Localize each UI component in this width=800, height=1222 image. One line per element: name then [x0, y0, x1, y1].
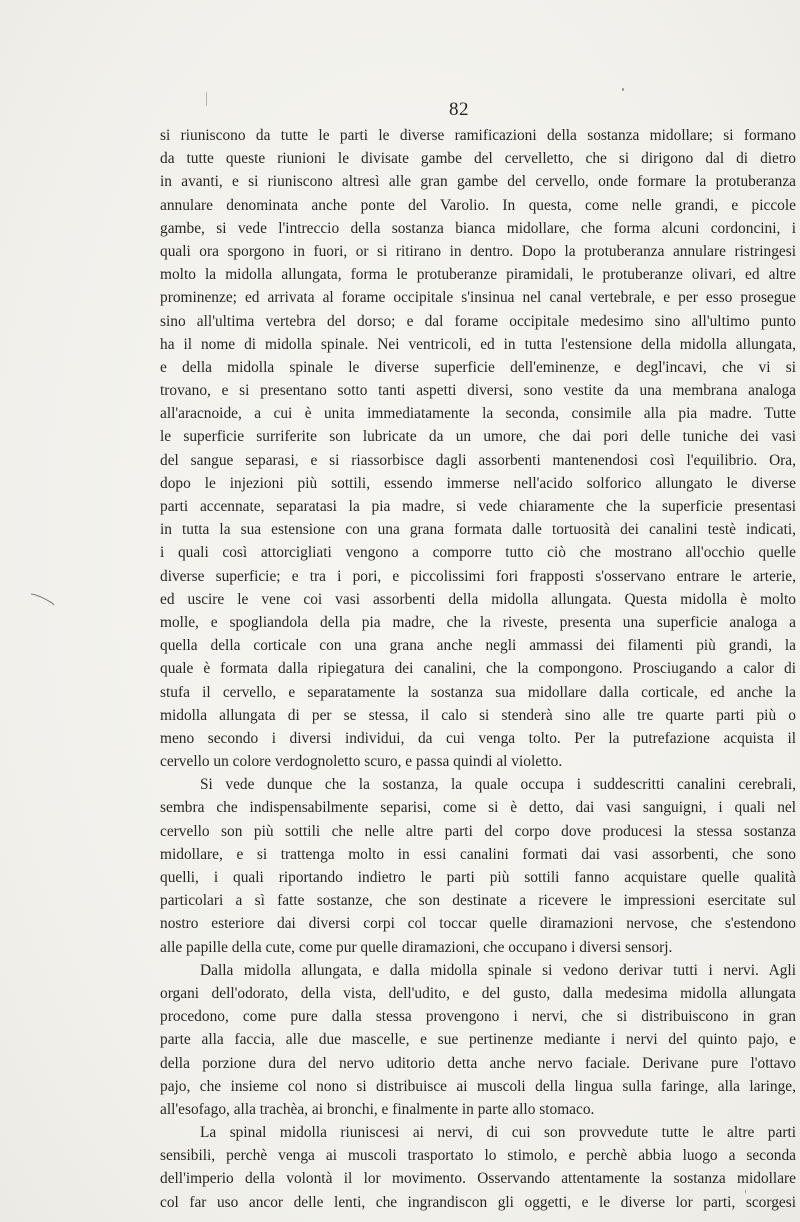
text-line: Si vede dunque che la sostanza, la quale occupa i suddescritti canalini cerebrali,: [200, 776, 796, 794]
text-line: molto la midolla allungata, forma le protuberanze piramidali, le protuberanze olivari, ed altre: [160, 266, 796, 284]
text-line: ha il nome di midolla spinale. Nei ventricoli, ed in tutta l'estensione della midolla allungata,: [160, 335, 796, 353]
text-line: parte alla faccia, alle due mascelle, e sue pertinenze mediante i nervi del quinto pajo, e: [160, 1031, 796, 1049]
text-line: quella della corticale con una grana anche negli ammassi dei filamenti più grandi, la: [160, 637, 796, 655]
margin-pen-mark: [30, 590, 56, 606]
text-line: midollare, e si trattenga molto in essi canalini formati dai vasi assorbenti, che sono: [160, 845, 796, 863]
text-line: dopo le injezioni più sottili, essendo immerse nell'acido solforico allungato le diverse: [160, 474, 796, 492]
text-line: i quali così attorcigliati vengono a comporre tutto ciò che mostrano all'occhio quelle: [160, 544, 796, 562]
text-line: sensibili, perchè venga ai muscoli trasportato lo stimolo, e perchè abbia luogo a seconda: [160, 1147, 796, 1165]
text-line: della porzione dura del nervo uditorio detta anche nervo faciale. Derivane pure l'ottavo: [160, 1054, 796, 1072]
text-line: molle, e spogliandola della pia madre, che la riveste, presenta una superficie analoga a: [160, 613, 796, 631]
text-line: quale è formata dalla ripiegatura dei canalini, che la compongono. Prosciugando a calor di: [160, 660, 796, 678]
text-line: alle papille della cute, come pur quelle diramazioni, che occupano i diversi sensorj.: [160, 938, 673, 956]
text-line: all'aracnoide, a cui è unita immediatamente la seconda, consimile alla pia madre. Tutte: [160, 405, 796, 423]
text-line: all'esofago, alla trachèa, ai bronchi, e finalmente in parte allo stomaco.: [160, 1100, 595, 1118]
text-line: in avanti, e si riuniscono altresì alle gran gambe del cervello, onde formare la protuberanza: [160, 173, 796, 191]
text-line: gambe, si vede l'intreccio della sostanza bianca midollare, che forma alcuni cordoncini, i: [160, 219, 796, 237]
text-line: sino all'ultima vertebra del dorso; e dal forame occipitale medesimo sino all'ultimo punto: [160, 312, 796, 330]
paragraph: [160, 124, 796, 773]
paper-speck: [745, 1190, 746, 1193]
text-line: pajo, che insieme col nono si distribuisce ai muscoli della lingua sulla faringe, alla laringe,: [160, 1077, 796, 1095]
text-line: procedono, come pure dalla stessa provengono i nervi, che si distribuiscono in gran: [160, 1008, 796, 1026]
text-line: col far uso ancor delle lenti, che ingrandiscon gli oggetti, e le diverse lor parti, scorgesi: [160, 1193, 796, 1211]
text-line: si riuniscono da tutte le parti le diverse ramificazioni della sostanza midollare; si formano: [160, 127, 796, 144]
text-line: organi dell'odorato, della vista, dell'udito, e del gusto, dalla medesima midolla allungata: [160, 984, 796, 1002]
text-line: le superficie surriferite son lubricate da un umore, che dai pori delle tuniche dei vasi: [160, 428, 796, 446]
text-line: parti accennate, separatasi la pia madre, si vede chiaramente che la superficie presentasi: [160, 498, 796, 515]
text-line: meno secondo i diversi individui, da cui venga tolto. Per la putrefazione acquista il: [160, 729, 796, 747]
paragraph: [160, 1121, 796, 1214]
paragraph: [160, 959, 796, 1121]
text-line: Dalla midolla allungata, e dalla midolla spinale si vedono derivar tutti i nervi. Agli: [200, 961, 796, 979]
text-line: quali ora sporgono in fuori, or si ritirano in dentro. Dopo la protuberanza annulare ristringesi: [160, 242, 796, 260]
paragraph: [160, 773, 796, 959]
body-text: [160, 124, 796, 1214]
text-line: e della midolla spinale le diverse superficie dell'eminenze, e degl'incavi, che vi si: [160, 358, 796, 376]
text-line: del sangue separasi, e si riassorbisce dagli assorbenti mantenendosi così l'equilibrio. Ora,: [160, 451, 796, 469]
text-line: sembra che indispensabilmente separisi, come si è detto, dai vasi sanguigni, i quali nel: [160, 799, 796, 817]
text-line: La spinal midolla riuniscesi ai nervi, di cui son provvedute tutte le altre parti: [200, 1124, 796, 1142]
text-line: cervello son più sottili che nelle altre parti del corpo dove producesi la stessa sostanza: [160, 822, 796, 840]
text-line: diverse superficie; e tra i pori, e piccolissimi fori frapposti s'osservano entrare le arterie,: [160, 567, 796, 585]
text-line: quelli, i quali riportando indietro le parti più sottili fanno acquistare quelle qualità: [160, 869, 796, 886]
text-line: particolari a sì fatte sostanze, che son destinate a ricevere le impressioni esercitate sul: [160, 892, 796, 910]
text-line: prominenze; ed arrivata al forame occipitale s'insinua nel canal vertebrale, e per esso prosegue: [160, 289, 796, 307]
text-line: annulare denominata anche ponte del Varolio. In questa, come nelle grandi, e piccole: [160, 196, 796, 214]
text-line: ed uscire le vene coi vasi assorbenti della midolla allungata. Questa midolla è molto: [160, 590, 796, 608]
text-line: nostro esteriore dai diversi corpi col toccar quelle diramazioni nervose, che s'estendono: [160, 915, 796, 933]
text-line: in tutta la sua estensione con una grana formata dalle tortuosità dei canalini testè indicati,: [160, 521, 796, 539]
paper-speck: [206, 92, 207, 106]
text-line: midolla allungata di per se stessa, il calo si stenderà sino alle tre quarte parti più o: [160, 706, 796, 724]
paper-speck: [622, 88, 624, 91]
text-line: dell'imperio della volontà il lor movimento. Osservando attentamente la sostanza midollare: [160, 1170, 796, 1188]
text-line: trovano, e si presentano sotto tanti aspetti diversi, sono vestite da una membrana analoga: [160, 382, 796, 400]
text-line: da tutte queste riunioni le divisate gambe del cervelletto, che si dirigono dal di dietro: [160, 150, 796, 168]
text-line: stufa il cervello, e separatamente la sostanza sua midollare dalla corticale, ed anche la: [160, 683, 796, 701]
text-line: cervello un colore verdognoletto scuro, e passa quindi al violetto.: [160, 753, 563, 771]
page-number: 82: [449, 99, 469, 120]
